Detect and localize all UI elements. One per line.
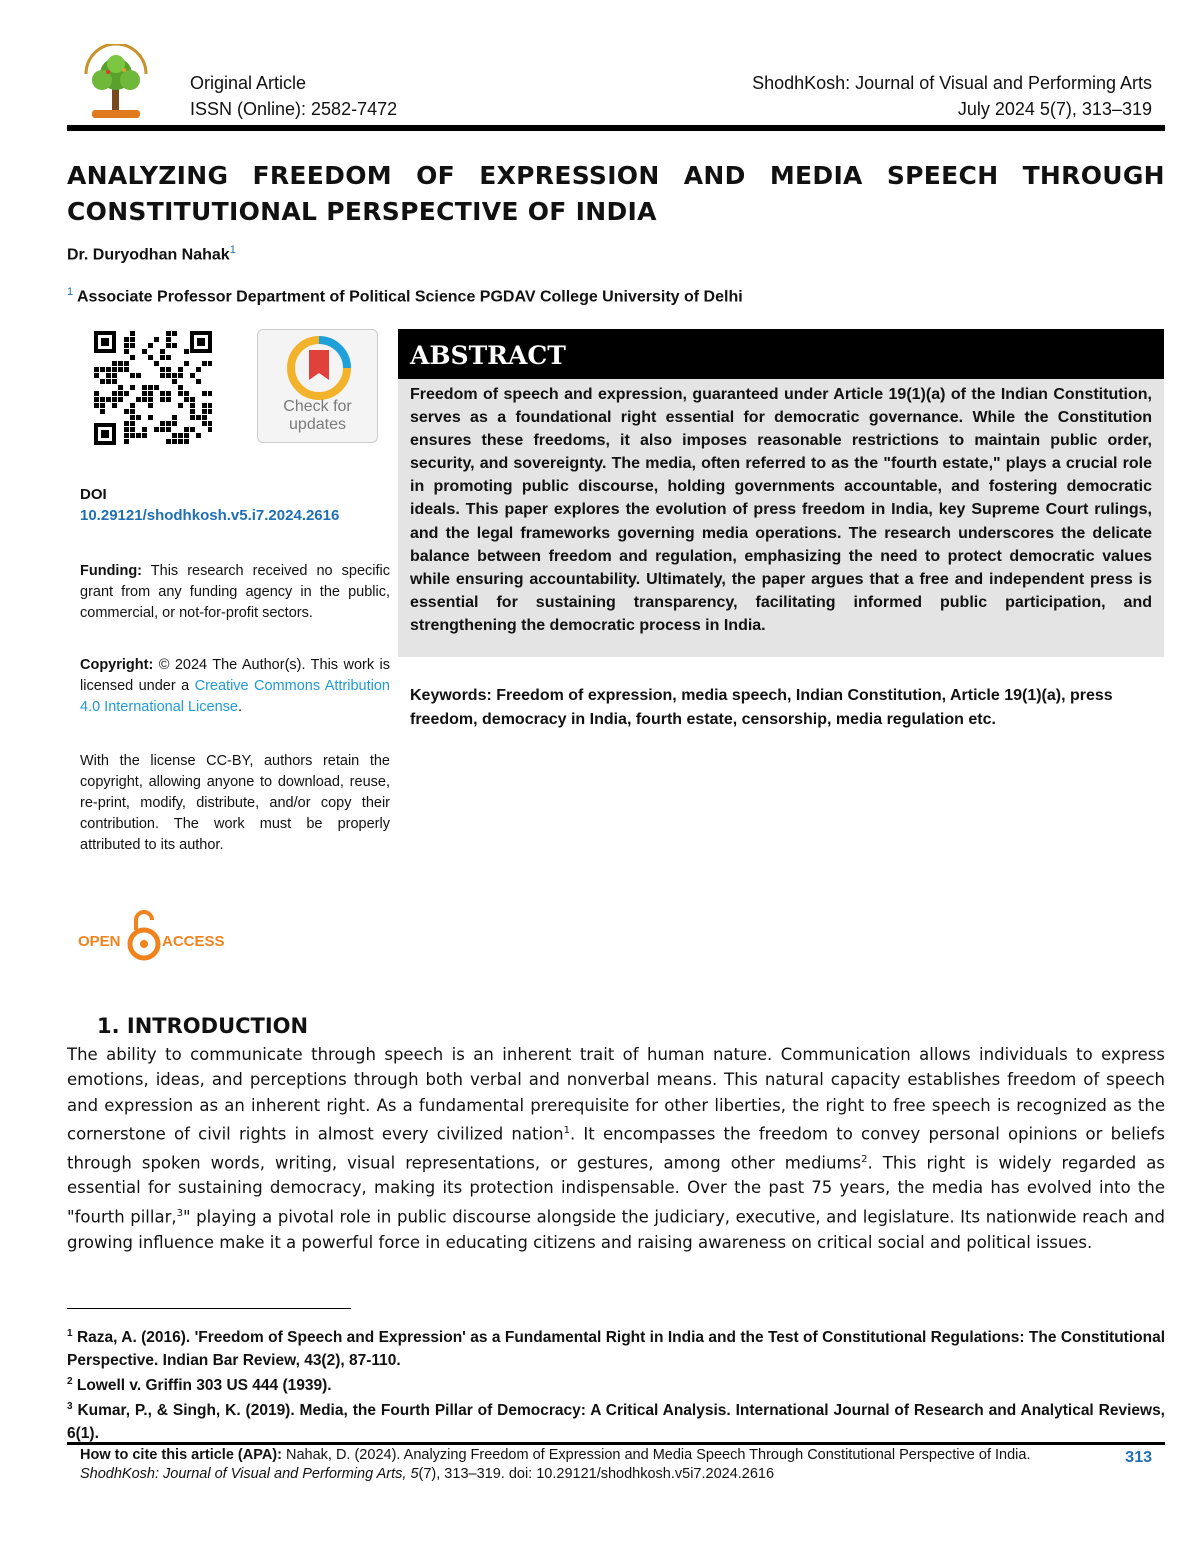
affiliation-text: Associate Professor Department of Political Science PGDAV College University of Delhi: [76, 288, 743, 306]
journal-name: ShodhKosh: Journal of Visual and Performing Arts: [752, 73, 1152, 93]
title-word: THROUGH: [1022, 161, 1165, 190]
license-link[interactable]: Creative Commons Attribution 4.0 International License: [80, 678, 390, 715]
cite-text-1: Nahak, D. (2024). Analyzing Freedom of Expression and Media Speech Through Constitutional Perspective of India.: [281, 1447, 1031, 1463]
title-word: SPEECH: [886, 161, 999, 190]
article-meta: [190, 70, 397, 122]
footnote-1: [67, 1322, 1165, 1372]
open-access-lock-icon: [130, 912, 158, 958]
funding-statement: [80, 561, 390, 624]
copyright-label: Copyright:: [80, 657, 154, 673]
intro-text-4: " playing a pivotal role in public discourse alongside the judiciary, executive, and legislature. Its nationwide reach and growing influence make it a powerful force in educating citizens and raising awareness on critical social and political issues.: [67, 1207, 1165, 1252]
citation-block: [80, 1446, 1080, 1484]
introduction-paragraph: [67, 1042, 1165, 1255]
footnote-ref-1[interactable]: 1: [563, 1124, 570, 1136]
funding-text: This research received no specific grant from any funding agency in the public, commercial, or not-for-profit sectors.: [80, 563, 390, 621]
footnote-text: Lowell v. Griffin 303 US 444 (1939).: [76, 1377, 332, 1395]
check-updates-icon: [284, 334, 354, 400]
author-name: Dr. Duryodhan Nahak: [67, 246, 230, 264]
title-word: MEDIA: [769, 161, 863, 190]
footnote-num: 2: [67, 1376, 73, 1387]
title-word: FREEDOM: [252, 161, 392, 190]
title-word: OF: [416, 161, 456, 190]
affiliation-sup: 1: [67, 286, 74, 298]
footnote-num: 1: [67, 1328, 73, 1339]
license-statement: With the license CC-BY, authors retain the copyright, allowing anyone to download, reuse, re-print, modify, distribute, and/or copy their contribution. The work must be properly attributed to its author.: [80, 753, 390, 853]
open-access-left: OPEN: [78, 933, 121, 950]
title-word: AND: [683, 161, 746, 190]
affiliation: [67, 286, 743, 306]
copyright-end: .: [238, 699, 243, 715]
intro-text-2: . It encompasses the freedom to convey personal opinions or beliefs through spoken words, writing, visual representations, or gestures, among other mediums: [67, 1124, 1165, 1173]
paper-title: [67, 158, 1165, 230]
header-rule: [67, 125, 1165, 131]
author-sup: 1: [229, 244, 236, 256]
cite-journal: ShodhKosh: Journal of Visual and Performing Arts, 5: [80, 1466, 419, 1482]
intro-text-3: . This right is widely regarded as essential for sustaining democracy, making its protection indispensable. Over the past 75 years, the media has evolved into the "fourth pillar,: [67, 1153, 1165, 1227]
footnote-ref-2[interactable]: 2: [861, 1153, 868, 1165]
footnote-text: Raza, A. (2016). 'Freedom of Speech and Expression' as a Fundamental Right in India and the Test of Constitutional Regulations: The Constitutional Perspective. Indian Bar Review, 43(2), 87-110.: [67, 1329, 1165, 1370]
check-updates-line2: updates: [289, 416, 346, 433]
cite-label: How to cite this article (APA):: [80, 1447, 282, 1463]
footnote-2: [67, 1370, 1165, 1397]
journal-logo: [72, 44, 160, 124]
keywords: [410, 684, 1158, 732]
open-access-badge: [78, 908, 228, 964]
title-word: ANALYZING: [67, 161, 229, 190]
keywords-text: Freedom of expression, media speech, Indian Constitution, Article 19(1)(a), press freedom, democracy in India, fourth estate, censorship, media regulation etc.: [410, 687, 1113, 728]
footer-rule: [67, 1442, 1165, 1445]
author: [67, 244, 236, 264]
check-updates-line1: Check for: [283, 398, 352, 415]
copyright-text: © 2024 The Author(s). This work is licensed under a: [80, 657, 390, 694]
abstract-text: Freedom of speech and expression, guaranteed under Article 19(1)(a) of the Indian Constitution, serves as a foundational right essential for democratic governance. While the Constitution ensures these freedoms, it also imposes reasonable restrictions to maintain public order, security, and sovereignty. The media, often referred to as the "fourth estate," plays a crucial role in promoting public discourse, holding governments accountable, and fostering democratic ideals. This paper explores the evolution of press freedom in India, key Supreme Court rulings, and the legal frameworks governing media operations. The research underscores the delicate balance between freedom and regulation, emphasizing the need to protect democratic values while ensuring accountability. Ultimately, the paper argues that a free and independent press is essential for sustaining transparency, facilitating informed public participation, and strengthening the democratic process in India.: [398, 379, 1164, 657]
check-updates-label: [258, 398, 377, 434]
footnote-3: [67, 1395, 1165, 1445]
page-number: 313: [1125, 1449, 1152, 1466]
abstract-heading: ABSTRACT: [398, 329, 1164, 379]
article-type: Original Article: [190, 73, 307, 93]
footnote-text: Kumar, P., & Singh, K. (2019). Media, the Fourth Pillar of Democracy: A Critical Analysis. International Journal of Research and Analytical Reviews, 6(1).: [67, 1402, 1165, 1443]
doi-label: DOI: [80, 486, 107, 503]
footnote-num: 3: [67, 1401, 73, 1412]
open-access-right: ACCESS: [162, 933, 225, 950]
keywords-label: Keywords:: [410, 687, 492, 704]
footnote-ref-3[interactable]: 3: [176, 1207, 183, 1219]
doi-link[interactable]: 10.29121/shodhkosh.v5.i7.2024.2616: [80, 507, 340, 524]
title-line-2: CONSTITUTIONAL PERSPECTIVE OF INDIA: [67, 197, 657, 226]
intro-text-1: The ability to communicate through speech is an inherent trait of human nature. Communication allows individuals to express emotions, ideas, and perceptions through both verbal and nonverbal means. This natural capacity establishes freedom of speech and expression as an inherent right. As a fundamental prerequisite for other liberties, the right to free speech is recognized as the cornerstone of civil rights in almost every civilized nation: [67, 1045, 1165, 1144]
journal-meta: [752, 70, 1152, 122]
title-line-1: [67, 158, 1165, 194]
issue-info: July 2024 5(7), 313–319: [957, 99, 1152, 119]
qr-code[interactable]: [94, 331, 212, 445]
funding-label: Funding:: [80, 563, 143, 579]
footnote-rule: [67, 1308, 351, 1309]
copyright-statement: [80, 655, 390, 718]
title-word: EXPRESSION: [479, 161, 660, 190]
cite-text-2: (7), 313–319. doi: 10.29121/shodhkosh.v5i7.2024.2616: [418, 1466, 775, 1482]
section-heading-introduction: 1. INTRODUCTION: [97, 1014, 309, 1038]
issn: ISSN (Online): 2582-7472: [190, 99, 398, 119]
check-for-updates-badge[interactable]: [257, 329, 378, 443]
